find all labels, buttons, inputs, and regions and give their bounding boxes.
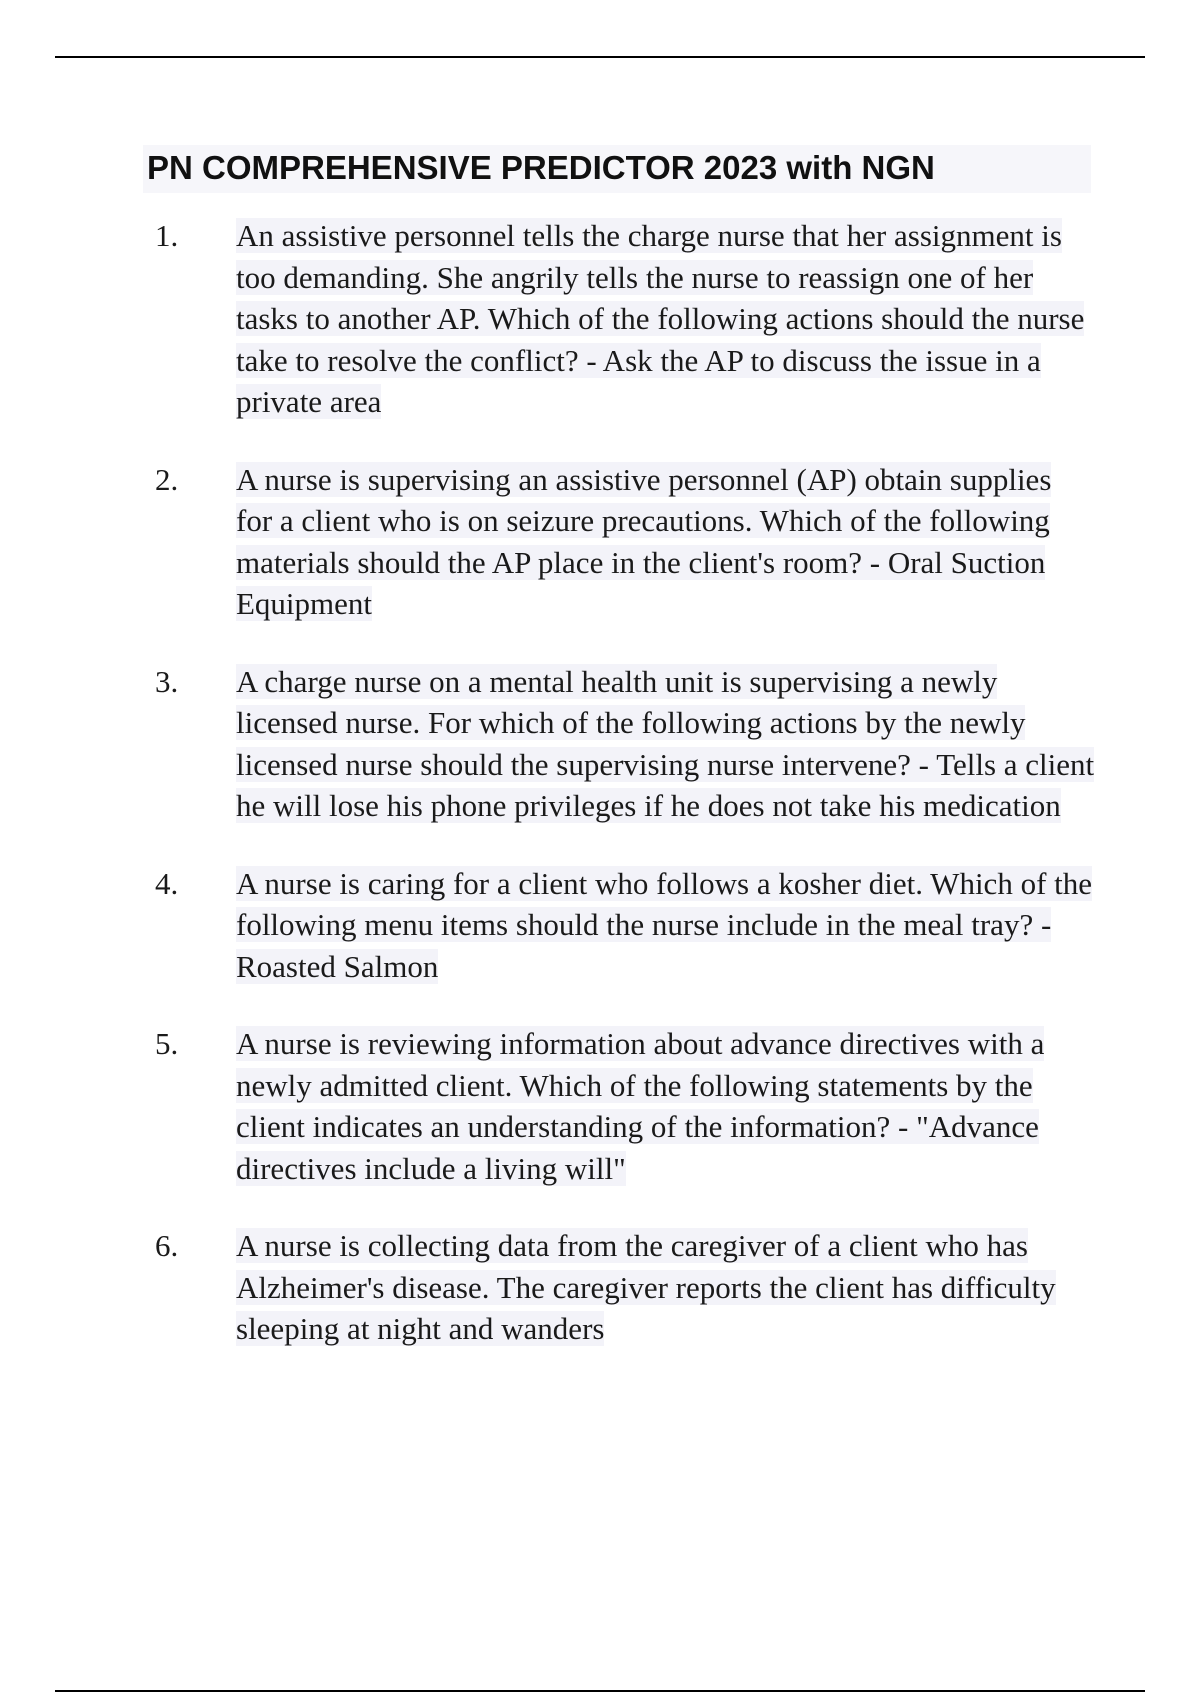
question-text <box>236 1225 1095 1350</box>
question-item <box>155 863 1095 988</box>
question-number: 6. <box>155 1228 179 1263</box>
question-text-content: A nurse is supervising an assistive personnel (AP) obtain supplies for a client who is on seizure precautions. Which of the following materials should the AP place in the client's room? - Oral Suction Equipment <box>236 461 1052 621</box>
question-text <box>236 863 1095 988</box>
question-item <box>155 459 1095 625</box>
question-item <box>155 1023 1095 1189</box>
question-item <box>155 215 1095 423</box>
question-item <box>155 1225 1095 1350</box>
question-number: 5. <box>155 1026 179 1061</box>
question-list <box>155 215 1095 1350</box>
question-number: 3. <box>155 663 179 699</box>
question-text-content: An assistive personnel tells the charge nurse that her assignment is too demanding. She angrily tells the nurse to reassign one of her tasks to another AP. Which of the following actions should the nurse take to resolve the conflict? - Ask the AP to discuss the issue in a private area <box>236 218 1085 419</box>
question-number: 4. <box>155 865 179 901</box>
question-text-content: A nurse is caring for a client who follows a kosher diet. Which of the following menu items should the nurse include in the meal tray? - Roasted Salmon <box>236 865 1093 984</box>
question-item <box>155 661 1095 827</box>
question-text-content: A nurse is collecting data from the caregiver of a client who has Alzheimer's disease. The caregiver reports the client has difficulty sleeping at night and wanders <box>236 1228 1056 1346</box>
bottom-rule <box>55 1690 1145 1692</box>
question-number: 1. <box>155 218 179 253</box>
question-text-content: A charge nurse on a mental health unit is supervising a newly licensed nurse. For which of the following actions by the newly licensed nurse should the supervising nurse intervene? - Tells a client he will lose his phone privileges if he does not take his medication <box>236 663 1095 823</box>
question-text <box>236 215 1095 423</box>
question-text <box>236 661 1095 827</box>
top-rule <box>55 56 1145 58</box>
question-number: 2. <box>155 461 179 497</box>
question-text <box>236 459 1095 625</box>
question-text <box>236 1023 1095 1189</box>
question-text-content: A nurse is reviewing information about advance directives with a newly admitted client. Which of the following statements by the client indicates an understanding of the information? - "Advance directives include a living will" <box>236 1026 1045 1186</box>
document-title: PN COMPREHENSIVE PREDICTOR 2023 with NGN <box>143 145 1091 193</box>
